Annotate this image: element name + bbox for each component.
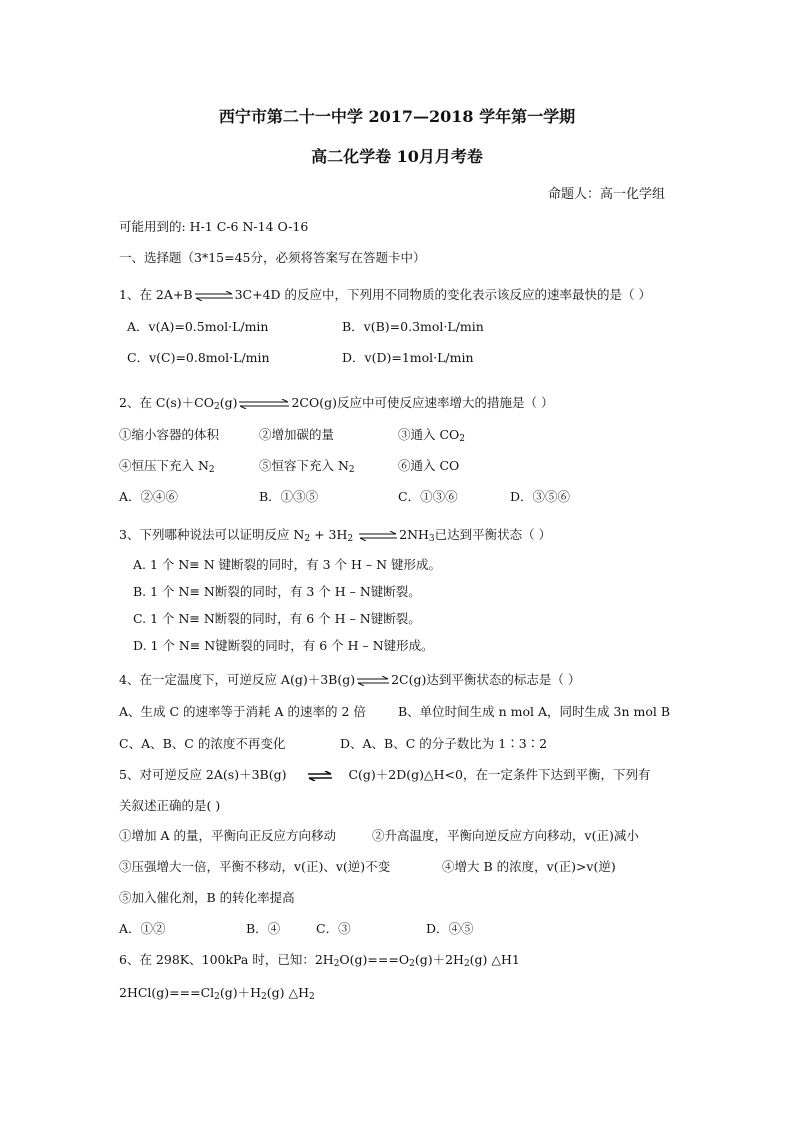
reversible-arrow-icon xyxy=(307,771,333,781)
subscript: 2 xyxy=(214,992,220,1002)
q2-measure-3 xyxy=(398,427,465,443)
q2-stem-text: 2CO(g)反应中可使反应速率增大的措施是（ ） xyxy=(291,395,554,410)
q4-stem-text: 4、在一定温度下，可逆反应 A(g)＋3B(g) xyxy=(119,672,356,687)
subscript: 2 xyxy=(261,992,267,1002)
q6-stem-text: (g) △H1 xyxy=(469,952,520,967)
question-5-stem xyxy=(119,767,650,783)
q2-measure-1: ①缩小容器的体积 xyxy=(119,427,220,442)
q4-option-a: A、生成 C 的速率等于消耗 A 的速率的 2 倍 xyxy=(119,704,366,719)
q6-equation-text: 2HCl(g)===Cl xyxy=(119,985,215,1000)
q2-measure-5-text: ⑤恒容下充入 N xyxy=(259,458,349,473)
q1-option-c: C．v(C)=0.8mol·L/min xyxy=(127,350,270,365)
q2-measure-4 xyxy=(119,458,215,474)
q6-equation-text: (g)＋H xyxy=(219,985,262,1000)
q6-stem-text: (g)＋2H xyxy=(414,952,464,967)
q5-statement-5: ⑤加入催化剂，B 的转化率提高 xyxy=(119,890,295,905)
subscript: 2 xyxy=(213,402,220,412)
q6-stem-text: O(g)===O xyxy=(339,952,410,967)
q5-option-a: A．①② xyxy=(119,921,166,936)
q3-option-a: A. 1 个 N≡ N 键断裂的同时，有 3 个 H – N 键形成。 xyxy=(133,557,442,572)
subscript: 2 xyxy=(309,992,315,1002)
q5-option-d: D．④⑤ xyxy=(426,921,474,936)
document-subtitle: 高二化学卷 10月月考卷 xyxy=(311,147,483,166)
q5-option-c: C．③ xyxy=(316,921,351,936)
q6-equation-text: (g) △H xyxy=(266,985,310,1000)
q4-stem-text: 2C(g)达到平衡状态的标志是（ ） xyxy=(391,672,581,687)
section-heading: 一、选择题（3*15=45分，必须将答案写在答题卡中） xyxy=(119,250,426,265)
subscript: 2 xyxy=(348,465,355,475)
equilibrium-arrow-icon xyxy=(356,676,390,686)
q6-stem-text: 6、在 298K、100kPa 时，已知：2H xyxy=(119,952,334,967)
q2-measure-5 xyxy=(259,458,355,474)
q2-measure-6: ⑥通入 CO xyxy=(398,458,460,473)
q5-stem-continued: 关叙述正确的是( ) xyxy=(119,798,221,813)
question-1-stem xyxy=(119,287,651,303)
question-3-stem xyxy=(119,527,551,543)
subscript: 2 xyxy=(208,465,215,475)
q3-stem-text: 3、下列哪种说法可以证明反应 N xyxy=(119,527,305,542)
subscript: 2 xyxy=(463,959,470,969)
q1-option-a: A．v(A)=0.5mol·L/min xyxy=(127,319,269,334)
q5-statement-2: ②升高温度，平衡向逆反应方向移动，v(正)减小 xyxy=(372,828,639,843)
q1-stem-part-b: 3C+4D 的反应中，下列用不同物质的变化表示该反应的速率最快的是（ ） xyxy=(234,287,651,302)
equilibrium-arrow-icon xyxy=(194,291,234,301)
subscript: 2 xyxy=(459,434,466,444)
author-line: 命题人：高一化学组 xyxy=(548,187,666,202)
q4-option-d: D、A、B、C 的分子数比为 1∶3∶2 xyxy=(340,736,548,751)
q1-option-b: B．v(B)=0.3mol·L/min xyxy=(342,319,484,334)
q5-stem-text: C(g)＋2D(g)△H<0，在一定条件下达到平衡，下列有 xyxy=(348,767,651,782)
subscript: 2 xyxy=(333,959,340,969)
q3-option-c: C. 1 个 N≡ N断裂的同时，有 6 个 H – N键断裂。 xyxy=(133,611,421,626)
q5-option-b: B．④ xyxy=(246,921,281,936)
question-2-stem xyxy=(119,395,553,411)
atomic-masses-line: 可能用到的: H-1 C-6 N-14 O-16 xyxy=(119,219,309,234)
q5-statement-1: ①增加 A 的量，平衡向正反应方向移动 xyxy=(119,828,336,843)
subscript: 2 xyxy=(409,959,415,969)
q3-stem-text: 已达到平衡状态（ ） xyxy=(434,527,552,542)
q3-stem-text: + 3H xyxy=(310,527,348,542)
q1-option-d: D．v(D)=1mol·L/min xyxy=(342,350,474,365)
q2-stem-text: (g) xyxy=(219,395,238,410)
question-4-stem xyxy=(119,672,580,688)
q4-option-b: B、单位时间生成 n mol A，同时生成 3n mol B xyxy=(398,704,671,719)
document-title: 西宁市第二十一中学 2017—2018 学年第一学期 xyxy=(218,107,576,126)
subscript: 2 xyxy=(304,534,311,544)
equilibrium-arrow-icon xyxy=(358,531,398,541)
q3-option-d: D. 1 个 N≡ N键断裂的同时，有 6 个 H – N键形成。 xyxy=(133,638,434,653)
question-6-stem xyxy=(119,952,520,968)
subscript: 3 xyxy=(428,534,435,544)
q2-measure-3-text: ③通入 CO xyxy=(398,427,460,442)
q6-equation-2 xyxy=(119,985,315,1001)
q3-option-b: B. 1 个 N≡ N断裂的同时，有 3 个 H – N键断裂。 xyxy=(133,584,421,599)
subscript: 2 xyxy=(347,534,354,544)
q2-measure-4-text: ④恒压下充入 N xyxy=(119,458,209,473)
q5-stem-text: 5、对可逆反应 2A(s)＋3B(g) xyxy=(119,767,287,782)
q2-option-b: B．①③⑤ xyxy=(259,489,319,504)
q2-option-d: D．③⑤⑥ xyxy=(510,489,571,504)
q4-option-c: C、A、B、C 的浓度不再变化 xyxy=(119,736,286,751)
q1-stem-part-a: 1、在 2A+B xyxy=(119,287,193,302)
q2-option-a: A．②④⑥ xyxy=(119,489,179,504)
q5-statement-4: ④增大 B 的浓度，v(正)>v(逆) xyxy=(442,859,616,874)
q2-stem-text: 2、在 C(s)＋CO xyxy=(119,395,214,410)
q3-stem-text: 2NH xyxy=(399,527,429,542)
q5-statement-3: ③压强增大一倍，平衡不移动，v(正)、v(逆)不变 xyxy=(119,859,391,874)
q2-measure-2: ②增加碳的量 xyxy=(259,427,335,442)
q2-option-c: C．①③⑥ xyxy=(398,489,458,504)
equilibrium-arrow-icon xyxy=(238,399,290,409)
